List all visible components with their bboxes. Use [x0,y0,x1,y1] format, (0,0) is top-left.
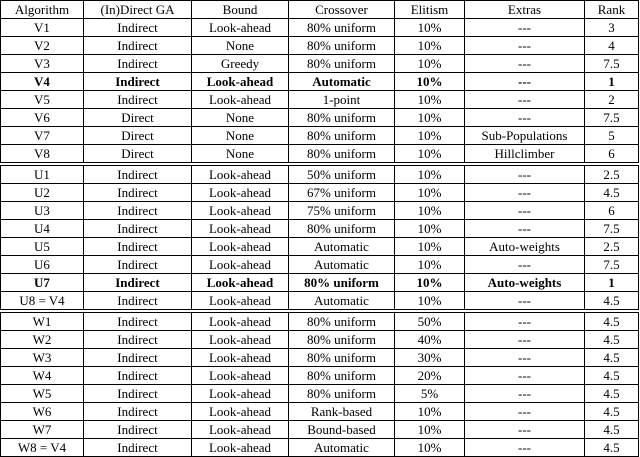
table-row [1,202,639,220]
elitism-cell: 40% [395,331,465,349]
extras-cell: --- [465,73,585,91]
extras-cell: --- [465,256,585,274]
table-row [1,403,639,421]
header-row [1,1,639,19]
algorithm-cell: V3 [1,55,84,73]
direct-ga-cell: Indirect [84,164,192,184]
direct-ga-cell: Indirect [84,37,192,55]
elitism-cell: 10% [395,256,465,274]
bound-cell: Look-ahead [192,331,289,349]
extras-cell: Auto-weights [465,274,585,292]
direct-ga-cell: Indirect [84,73,192,91]
table-row [1,292,639,312]
algorithm-cell: W1 [1,311,84,331]
algorithm-cell: W7 [1,421,84,439]
elitism-cell: 10% [395,421,465,439]
extras-cell: --- [465,311,585,331]
direct-ga-cell: Indirect [84,19,192,37]
rank-cell: 2.5 [585,238,639,256]
bound-cell: Look-ahead [192,421,289,439]
direct-ga-cell: Indirect [84,311,192,331]
rank-cell: 5 [585,127,639,145]
rank-cell: 7.5 [585,220,639,238]
direct-ga-cell: Indirect [84,184,192,202]
elitism-cell: 10% [395,37,465,55]
algorithm-cell: U7 [1,274,84,292]
bound-cell: Look-ahead [192,202,289,220]
crossover-cell: 80% uniform [289,127,395,145]
crossover-cell: 80% uniform [289,274,395,292]
crossover-cell: 75% uniform [289,202,395,220]
algorithm-cell: W2 [1,331,84,349]
elitism-cell: 10% [395,439,465,457]
extras-cell: --- [465,349,585,367]
table-row [1,37,639,55]
direct-ga-cell: Indirect [84,91,192,109]
algorithm-cell: V8 [1,145,84,165]
algorithm-cell: U4 [1,220,84,238]
table-row [1,184,639,202]
algorithm-cell: W4 [1,367,84,385]
table-row [1,238,639,256]
elitism-cell: 10% [395,91,465,109]
extras-cell: Auto-weights [465,238,585,256]
rank-cell: 6 [585,145,639,165]
table-row [1,385,639,403]
direct-ga-cell: Indirect [84,439,192,457]
header-extras: Extras [465,1,585,19]
elitism-cell: 10% [395,145,465,165]
crossover-cell: 80% uniform [289,37,395,55]
table-row [1,367,639,385]
bound-cell: Look-ahead [192,274,289,292]
table-row [1,127,639,145]
algorithm-cell: V6 [1,109,84,127]
crossover-cell: 80% uniform [289,311,395,331]
elitism-cell: 10% [395,403,465,421]
elitism-cell: 10% [395,109,465,127]
rank-cell: 1 [585,274,639,292]
crossover-cell: Bound-based [289,421,395,439]
table-row [1,109,639,127]
elitism-cell: 10% [395,73,465,91]
table-row [1,145,639,165]
crossover-cell: 50% uniform [289,164,395,184]
elitism-cell: 10% [395,274,465,292]
table-row [1,331,639,349]
bound-cell: Look-ahead [192,349,289,367]
bound-cell: None [192,127,289,145]
header-direct-ga: (In)Direct GA [84,1,192,19]
extras-cell: --- [465,421,585,439]
extras-cell: Sub-Populations [465,127,585,145]
elitism-cell: 10% [395,127,465,145]
rank-cell: 4.5 [585,403,639,421]
rank-cell: 4.5 [585,349,639,367]
algorithm-cell: V1 [1,19,84,37]
extras-cell: --- [465,55,585,73]
crossover-cell: 80% uniform [289,349,395,367]
rank-cell: 7.5 [585,55,639,73]
extras-cell: --- [465,331,585,349]
direct-ga-cell: Indirect [84,220,192,238]
header-rank: Rank [585,1,639,19]
elitism-cell: 10% [395,220,465,238]
crossover-cell: 80% uniform [289,109,395,127]
direct-ga-cell: Indirect [84,238,192,256]
extras-cell: --- [465,220,585,238]
table-row [1,274,639,292]
rank-cell: 4.5 [585,184,639,202]
bound-cell: None [192,109,289,127]
crossover-cell: Rank-based [289,403,395,421]
direct-ga-cell: Indirect [84,331,192,349]
crossover-cell: 80% uniform [289,220,395,238]
rank-cell: 2 [585,91,639,109]
bound-cell: Look-ahead [192,367,289,385]
algorithm-cell: U6 [1,256,84,274]
algorithm-cell: W6 [1,403,84,421]
elitism-cell: 10% [395,184,465,202]
elitism-cell: 10% [395,202,465,220]
bound-cell: Look-ahead [192,184,289,202]
elitism-cell: 5% [395,385,465,403]
bound-cell: Look-ahead [192,73,289,91]
elitism-cell: 10% [395,55,465,73]
direct-ga-cell: Indirect [84,385,192,403]
extras-cell: --- [465,19,585,37]
elitism-cell: 10% [395,19,465,37]
rank-cell: 7.5 [585,109,639,127]
bound-cell: Look-ahead [192,403,289,421]
rank-cell: 4.5 [585,439,639,457]
bound-cell: Look-ahead [192,292,289,312]
rank-cell: 1 [585,73,639,91]
algorithm-cell: U2 [1,184,84,202]
rank-cell: 4.5 [585,311,639,331]
elitism-cell: 10% [395,292,465,312]
crossover-cell: Automatic [289,292,395,312]
crossover-cell: Automatic [289,238,395,256]
extras-cell: Hillclimber [465,145,585,165]
algorithm-cell: V5 [1,91,84,109]
crossover-cell: 67% uniform [289,184,395,202]
crossover-cell: 80% uniform [289,367,395,385]
crossover-cell: 80% uniform [289,145,395,165]
rank-cell: 2.5 [585,164,639,184]
table-row [1,55,639,73]
rank-cell: 4.5 [585,385,639,403]
direct-ga-cell: Indirect [84,256,192,274]
bound-cell: Look-ahead [192,311,289,331]
bound-cell: None [192,145,289,165]
extras-cell: --- [465,403,585,421]
algorithm-cell: W5 [1,385,84,403]
extras-cell: --- [465,184,585,202]
algorithm-cell: U5 [1,238,84,256]
crossover-cell: 80% uniform [289,55,395,73]
direct-ga-cell: Indirect [84,367,192,385]
algorithm-cell: V7 [1,127,84,145]
table-row [1,256,639,274]
algorithm-cell: U3 [1,202,84,220]
table-row [1,349,639,367]
direct-ga-cell: Indirect [84,292,192,312]
crossover-cell: Automatic [289,439,395,457]
header-bound: Bound [192,1,289,19]
direct-ga-cell: Indirect [84,403,192,421]
elitism-cell: 20% [395,367,465,385]
bound-cell: Look-ahead [192,19,289,37]
crossover-cell: 1-point [289,91,395,109]
direct-ga-cell: Direct [84,127,192,145]
direct-ga-cell: Indirect [84,349,192,367]
direct-ga-cell: Direct [84,145,192,165]
algorithm-cell: V4 [1,73,84,91]
algorithm-cell: U8 = V4 [1,292,84,312]
bound-cell: None [192,37,289,55]
extras-cell: --- [465,202,585,220]
direct-ga-cell: Indirect [84,202,192,220]
rank-cell: 3 [585,19,639,37]
table-row [1,73,639,91]
table-row [1,19,639,37]
table-row [1,311,639,331]
crossover-cell: Automatic [289,256,395,274]
extras-cell: --- [465,385,585,403]
algorithm-cell: V2 [1,37,84,55]
bound-cell: Look-ahead [192,256,289,274]
elitism-cell: 50% [395,311,465,331]
extras-cell: --- [465,109,585,127]
elitism-cell: 30% [395,349,465,367]
direct-ga-cell: Direct [84,109,192,127]
crossover-cell: 80% uniform [289,331,395,349]
bound-cell: Look-ahead [192,220,289,238]
rank-cell: 7.5 [585,256,639,274]
algorithm-cell: U1 [1,164,84,184]
rank-cell: 4 [585,37,639,55]
bound-cell: Look-ahead [192,439,289,457]
header-algorithm: Algorithm [1,1,84,19]
crossover-cell: 80% uniform [289,19,395,37]
extras-cell: --- [465,292,585,312]
bound-cell: Look-ahead [192,238,289,256]
direct-ga-cell: Indirect [84,421,192,439]
direct-ga-cell: Indirect [84,274,192,292]
algorithm-cell: W8 = V4 [1,439,84,457]
table-row [1,164,639,184]
header-crossover: Crossover [289,1,395,19]
bound-cell: Look-ahead [192,91,289,109]
algorithm-cell: W3 [1,349,84,367]
extras-cell: --- [465,91,585,109]
bound-cell: Look-ahead [192,164,289,184]
elitism-cell: 10% [395,164,465,184]
table-row [1,91,639,109]
bound-cell: Look-ahead [192,385,289,403]
extras-cell: --- [465,37,585,55]
extras-cell: --- [465,439,585,457]
extras-cell: --- [465,164,585,184]
table-row [1,421,639,439]
table-row [1,220,639,238]
extras-cell: --- [465,367,585,385]
rank-cell: 4.5 [585,367,639,385]
crossover-cell: 80% uniform [289,385,395,403]
rank-cell: 4.5 [585,331,639,349]
rank-cell: 6 [585,202,639,220]
crossover-cell: Automatic [289,73,395,91]
header-elitism: Elitism [395,1,465,19]
direct-ga-cell: Indirect [84,55,192,73]
rank-cell: 4.5 [585,421,639,439]
elitism-cell: 10% [395,238,465,256]
bound-cell: Greedy [192,55,289,73]
table-body [1,19,639,457]
rank-cell: 4.5 [585,292,639,312]
